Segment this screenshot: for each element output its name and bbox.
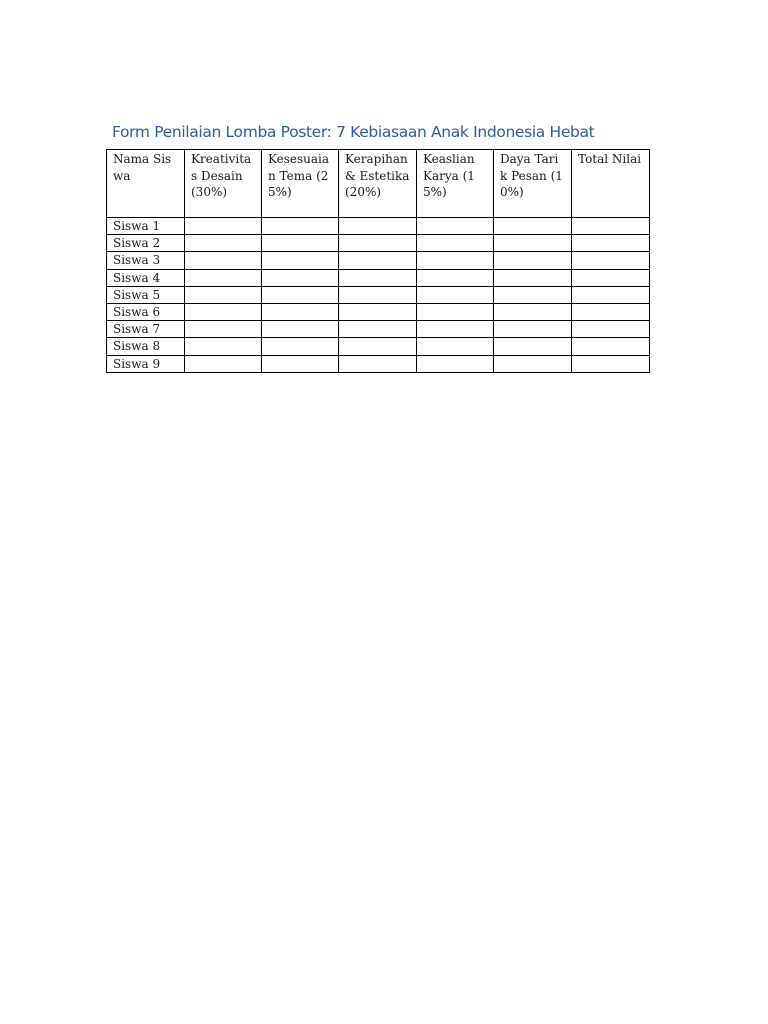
cell-daya-tarik[interactable] [494, 269, 572, 286]
cell-kreativitas[interactable] [185, 303, 262, 320]
cell-total[interactable] [572, 321, 650, 338]
table-row [107, 252, 650, 269]
header-nama-siswa: Nama Siswa [107, 150, 185, 218]
header-kerapihan-estetika: Kerapihan & Estetika (20%) [339, 150, 417, 218]
cell-kerapihan[interactable] [339, 218, 417, 235]
page-title: Form Penilaian Lomba Poster: 7 Kebiasaan Anak Indonesia Hebat [112, 123, 595, 141]
cell-kesesuaian[interactable] [262, 321, 339, 338]
cell-nama-siswa: Siswa 5 [107, 286, 185, 303]
cell-kreativitas[interactable] [185, 218, 262, 235]
cell-keaslian[interactable] [417, 321, 494, 338]
table-row [107, 218, 650, 235]
cell-kerapihan[interactable] [339, 235, 417, 252]
cell-kreativitas[interactable] [185, 269, 262, 286]
header-keaslian-karya: Keaslian Karya (15%) [417, 150, 494, 218]
cell-kesesuaian[interactable] [262, 303, 339, 320]
cell-total[interactable] [572, 338, 650, 355]
table-row [107, 286, 650, 303]
header-kesesuaian-tema: Kesesuaian Tema (25%) [262, 150, 339, 218]
cell-kesesuaian[interactable] [262, 355, 339, 372]
cell-daya-tarik[interactable] [494, 321, 572, 338]
cell-keaslian[interactable] [417, 235, 494, 252]
cell-total[interactable] [572, 252, 650, 269]
cell-nama-siswa: Siswa 1 [107, 218, 185, 235]
cell-daya-tarik[interactable] [494, 286, 572, 303]
cell-kerapihan[interactable] [339, 252, 417, 269]
table-row [107, 338, 650, 355]
cell-keaslian[interactable] [417, 355, 494, 372]
header-kreativitas-desain: Kreativitas Desain (30%) [185, 150, 262, 218]
cell-kesesuaian[interactable] [262, 338, 339, 355]
cell-nama-siswa: Siswa 9 [107, 355, 185, 372]
cell-daya-tarik[interactable] [494, 218, 572, 235]
cell-nama-siswa: Siswa 8 [107, 338, 185, 355]
cell-kesesuaian[interactable] [262, 269, 339, 286]
cell-kesesuaian[interactable] [262, 218, 339, 235]
cell-total[interactable] [572, 355, 650, 372]
cell-keaslian[interactable] [417, 218, 494, 235]
table-row [107, 269, 650, 286]
header-total-nilai: Total Nilai [572, 150, 650, 218]
cell-nama-siswa: Siswa 2 [107, 235, 185, 252]
cell-kreativitas[interactable] [185, 355, 262, 372]
cell-kesesuaian[interactable] [262, 235, 339, 252]
cell-total[interactable] [572, 235, 650, 252]
table-row [107, 235, 650, 252]
cell-keaslian[interactable] [417, 252, 494, 269]
cell-kesesuaian[interactable] [262, 252, 339, 269]
cell-keaslian[interactable] [417, 338, 494, 355]
cell-kreativitas[interactable] [185, 286, 262, 303]
cell-total[interactable] [572, 269, 650, 286]
cell-kerapihan[interactable] [339, 355, 417, 372]
cell-nama-siswa: Siswa 3 [107, 252, 185, 269]
cell-daya-tarik[interactable] [494, 252, 572, 269]
cell-nama-siswa: Siswa 7 [107, 321, 185, 338]
cell-kreativitas[interactable] [185, 338, 262, 355]
table-row [107, 321, 650, 338]
cell-daya-tarik[interactable] [494, 355, 572, 372]
table-row [107, 355, 650, 372]
cell-kreativitas[interactable] [185, 235, 262, 252]
cell-daya-tarik[interactable] [494, 303, 572, 320]
cell-kerapihan[interactable] [339, 303, 417, 320]
cell-daya-tarik[interactable] [494, 235, 572, 252]
cell-kesesuaian[interactable] [262, 286, 339, 303]
cell-keaslian[interactable] [417, 303, 494, 320]
cell-total[interactable] [572, 286, 650, 303]
cell-keaslian[interactable] [417, 286, 494, 303]
cell-kerapihan[interactable] [339, 286, 417, 303]
cell-kerapihan[interactable] [339, 269, 417, 286]
cell-keaslian[interactable] [417, 269, 494, 286]
score-table [106, 149, 650, 373]
header-daya-tarik-pesan: Daya Tarik Pesan (10%) [494, 150, 572, 218]
cell-nama-siswa: Siswa 6 [107, 303, 185, 320]
cell-total[interactable] [572, 303, 650, 320]
cell-total[interactable] [572, 218, 650, 235]
cell-nama-siswa: Siswa 4 [107, 269, 185, 286]
table-header-row [107, 150, 650, 218]
cell-kerapihan[interactable] [339, 338, 417, 355]
table-row [107, 303, 650, 320]
cell-kreativitas[interactable] [185, 252, 262, 269]
cell-kreativitas[interactable] [185, 321, 262, 338]
cell-daya-tarik[interactable] [494, 338, 572, 355]
cell-kerapihan[interactable] [339, 321, 417, 338]
